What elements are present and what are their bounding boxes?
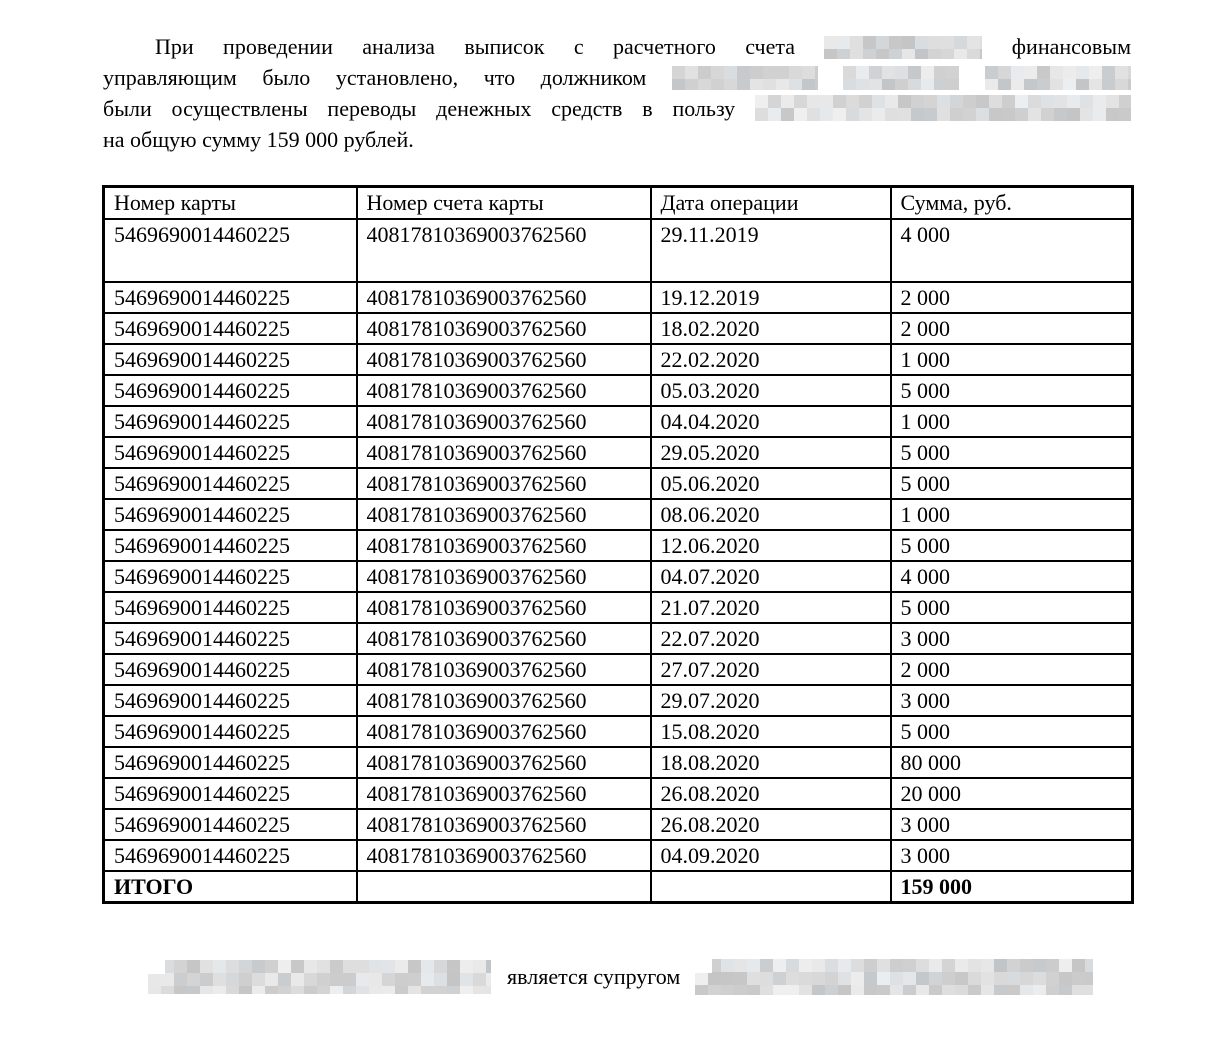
cell-card-number: 5469690014460225 xyxy=(104,344,357,375)
cell-card-number: 5469690014460225 xyxy=(104,406,357,437)
cell-operation-date: 22.07.2020 xyxy=(651,623,891,654)
cell-account-number: 40817810369003762560 xyxy=(357,530,651,561)
cell-account-number: 40817810369003762560 xyxy=(357,840,651,871)
cell-amount: 2 000 xyxy=(891,282,1133,313)
redacted-text-block xyxy=(672,66,818,90)
cell-card-number: 5469690014460225 xyxy=(104,499,357,530)
header-amount: Сумма, руб. xyxy=(891,187,1133,219)
cell-operation-date: 18.02.2020 xyxy=(651,313,891,344)
table-row xyxy=(104,313,1133,344)
cell-amount: 2 000 xyxy=(891,654,1133,685)
total-label: ИТОГО xyxy=(104,871,357,903)
table-row xyxy=(104,623,1133,654)
cell-account-number: 40817810369003762560 xyxy=(357,344,651,375)
cell-amount: 5 000 xyxy=(891,592,1133,623)
cell-operation-date: 08.06.2020 xyxy=(651,499,891,530)
header-operation-date: Дата операции xyxy=(651,187,891,219)
cell-amount: 1 000 xyxy=(891,499,1133,530)
cell-card-number: 5469690014460225 xyxy=(104,530,357,561)
cell-card-number: 5469690014460225 xyxy=(104,840,357,871)
table-row xyxy=(104,406,1133,437)
cell-operation-date: 26.08.2020 xyxy=(651,809,891,840)
cell-amount: 3 000 xyxy=(891,840,1133,871)
cell-card-number: 5469690014460225 xyxy=(104,375,357,406)
table-row xyxy=(104,778,1133,809)
table-row xyxy=(104,375,1133,406)
cell-card-number: 5469690014460225 xyxy=(104,219,357,282)
intro-paragraph xyxy=(103,31,1131,155)
paragraph-line-1 xyxy=(103,31,1131,62)
cell-operation-date: 18.08.2020 xyxy=(651,747,891,778)
cell-account-number: 40817810369003762560 xyxy=(357,375,651,406)
cell-account-number: 40817810369003762560 xyxy=(357,747,651,778)
cell-amount: 3 000 xyxy=(891,685,1133,716)
cell-amount: 2 000 xyxy=(891,313,1133,344)
cell-operation-date: 15.08.2020 xyxy=(651,716,891,747)
footer-line xyxy=(148,959,1093,995)
table-row xyxy=(104,685,1133,716)
header-card-number: Номер карты xyxy=(104,187,357,219)
cell-account-number: 40817810369003762560 xyxy=(357,468,651,499)
cell-card-number: 5469690014460225 xyxy=(104,778,357,809)
redacted-text-block xyxy=(985,66,1131,90)
cell-amount: 5 000 xyxy=(891,530,1133,561)
header-account-number: Номер счета карты xyxy=(357,187,651,219)
cell-operation-date: 04.09.2020 xyxy=(651,840,891,871)
table-row xyxy=(104,468,1133,499)
cell-amount: 3 000 xyxy=(891,623,1133,654)
cell-card-number: 5469690014460225 xyxy=(104,716,357,747)
cell-card-number: 5469690014460225 xyxy=(104,747,357,778)
redacted-text-block xyxy=(824,36,982,59)
paragraph-text: управляющим было установлено, что должником xyxy=(103,65,647,90)
cell-operation-date: 12.06.2020 xyxy=(651,530,891,561)
cell-account-number: 40817810369003762560 xyxy=(357,282,651,313)
table-row xyxy=(104,654,1133,685)
cell-card-number: 5469690014460225 xyxy=(104,468,357,499)
cell-account-number: 40817810369003762560 xyxy=(357,313,651,344)
cell-operation-date: 29.07.2020 xyxy=(651,685,891,716)
cell-account-number: 40817810369003762560 xyxy=(357,437,651,468)
cell-amount: 5 000 xyxy=(891,375,1133,406)
cell-amount: 5 000 xyxy=(891,468,1133,499)
cell-card-number: 5469690014460225 xyxy=(104,592,357,623)
cell-account-number: 40817810369003762560 xyxy=(357,778,651,809)
cell-card-number: 5469690014460225 xyxy=(104,685,357,716)
table-row xyxy=(104,592,1133,623)
paragraph-line-2 xyxy=(103,62,1131,93)
cell-amount: 3 000 xyxy=(891,809,1133,840)
cell-operation-date: 22.02.2020 xyxy=(651,344,891,375)
table-row xyxy=(104,344,1133,375)
cell-card-number: 5469690014460225 xyxy=(104,561,357,592)
cell-account-number: 40817810369003762560 xyxy=(357,592,651,623)
redacted-text-block xyxy=(148,960,491,994)
footer-text: является супругом xyxy=(507,964,681,989)
table-row xyxy=(104,561,1133,592)
cell-operation-date: 19.12.2019 xyxy=(651,282,891,313)
paragraph-text: на общую сумму 159 000 рублей. xyxy=(103,127,414,152)
cell-account-number: 40817810369003762560 xyxy=(357,561,651,592)
transactions-table xyxy=(102,185,1134,904)
table-row xyxy=(104,716,1133,747)
cell-operation-date: 05.06.2020 xyxy=(651,468,891,499)
cell-account-number: 40817810369003762560 xyxy=(357,219,651,282)
cell-operation-date: 26.08.2020 xyxy=(651,778,891,809)
paragraph-text: были осуществлены переводы денежных средств в пользу xyxy=(103,96,736,121)
cell-amount: 5 000 xyxy=(891,437,1133,468)
cell-amount: 1 000 xyxy=(891,406,1133,437)
redacted-text-block xyxy=(755,95,1131,121)
cell-amount: 4 000 xyxy=(891,561,1133,592)
cell-card-number: 5469690014460225 xyxy=(104,437,357,468)
cell-amount: 4 000 xyxy=(891,219,1133,282)
cell-operation-date: 04.07.2020 xyxy=(651,561,891,592)
cell-operation-date: 29.05.2020 xyxy=(651,437,891,468)
cell-operation-date: 21.07.2020 xyxy=(651,592,891,623)
cell-card-number: 5469690014460225 xyxy=(104,282,357,313)
cell-operation-date: 27.07.2020 xyxy=(651,654,891,685)
paragraph-line-4 xyxy=(103,124,1131,155)
table-row xyxy=(104,219,1133,282)
paragraph-text: финансовым xyxy=(1011,34,1131,59)
empty-cell xyxy=(651,871,891,903)
table-header-row xyxy=(104,187,1133,219)
cell-account-number: 40817810369003762560 xyxy=(357,809,651,840)
paragraph-line-3 xyxy=(103,93,1131,124)
cell-account-number: 40817810369003762560 xyxy=(357,716,651,747)
empty-cell xyxy=(357,871,651,903)
cell-operation-date: 05.03.2020 xyxy=(651,375,891,406)
table-row xyxy=(104,840,1133,871)
paragraph-text: При проведении анализа выписок с расчетного счета xyxy=(155,34,796,59)
table-row xyxy=(104,747,1133,778)
table-row xyxy=(104,282,1133,313)
cell-account-number: 40817810369003762560 xyxy=(357,623,651,654)
table-row xyxy=(104,809,1133,840)
cell-amount: 20 000 xyxy=(891,778,1133,809)
redacted-text-block xyxy=(695,959,1093,995)
cell-amount: 80 000 xyxy=(891,747,1133,778)
table-row xyxy=(104,499,1133,530)
table-row xyxy=(104,530,1133,561)
cell-card-number: 5469690014460225 xyxy=(104,809,357,840)
cell-card-number: 5469690014460225 xyxy=(104,313,357,344)
table-row xyxy=(104,437,1133,468)
cell-card-number: 5469690014460225 xyxy=(104,623,357,654)
table-total-row xyxy=(104,871,1133,903)
cell-operation-date: 04.04.2020 xyxy=(651,406,891,437)
cell-amount: 5 000 xyxy=(891,716,1133,747)
cell-amount: 1 000 xyxy=(891,344,1133,375)
total-amount: 159 000 xyxy=(891,871,1133,903)
cell-account-number: 40817810369003762560 xyxy=(357,685,651,716)
cell-account-number: 40817810369003762560 xyxy=(357,406,651,437)
cell-account-number: 40817810369003762560 xyxy=(357,499,651,530)
redacted-text-block xyxy=(843,66,959,90)
cell-card-number: 5469690014460225 xyxy=(104,654,357,685)
cell-account-number: 40817810369003762560 xyxy=(357,654,651,685)
cell-operation-date: 29.11.2019 xyxy=(651,219,891,282)
